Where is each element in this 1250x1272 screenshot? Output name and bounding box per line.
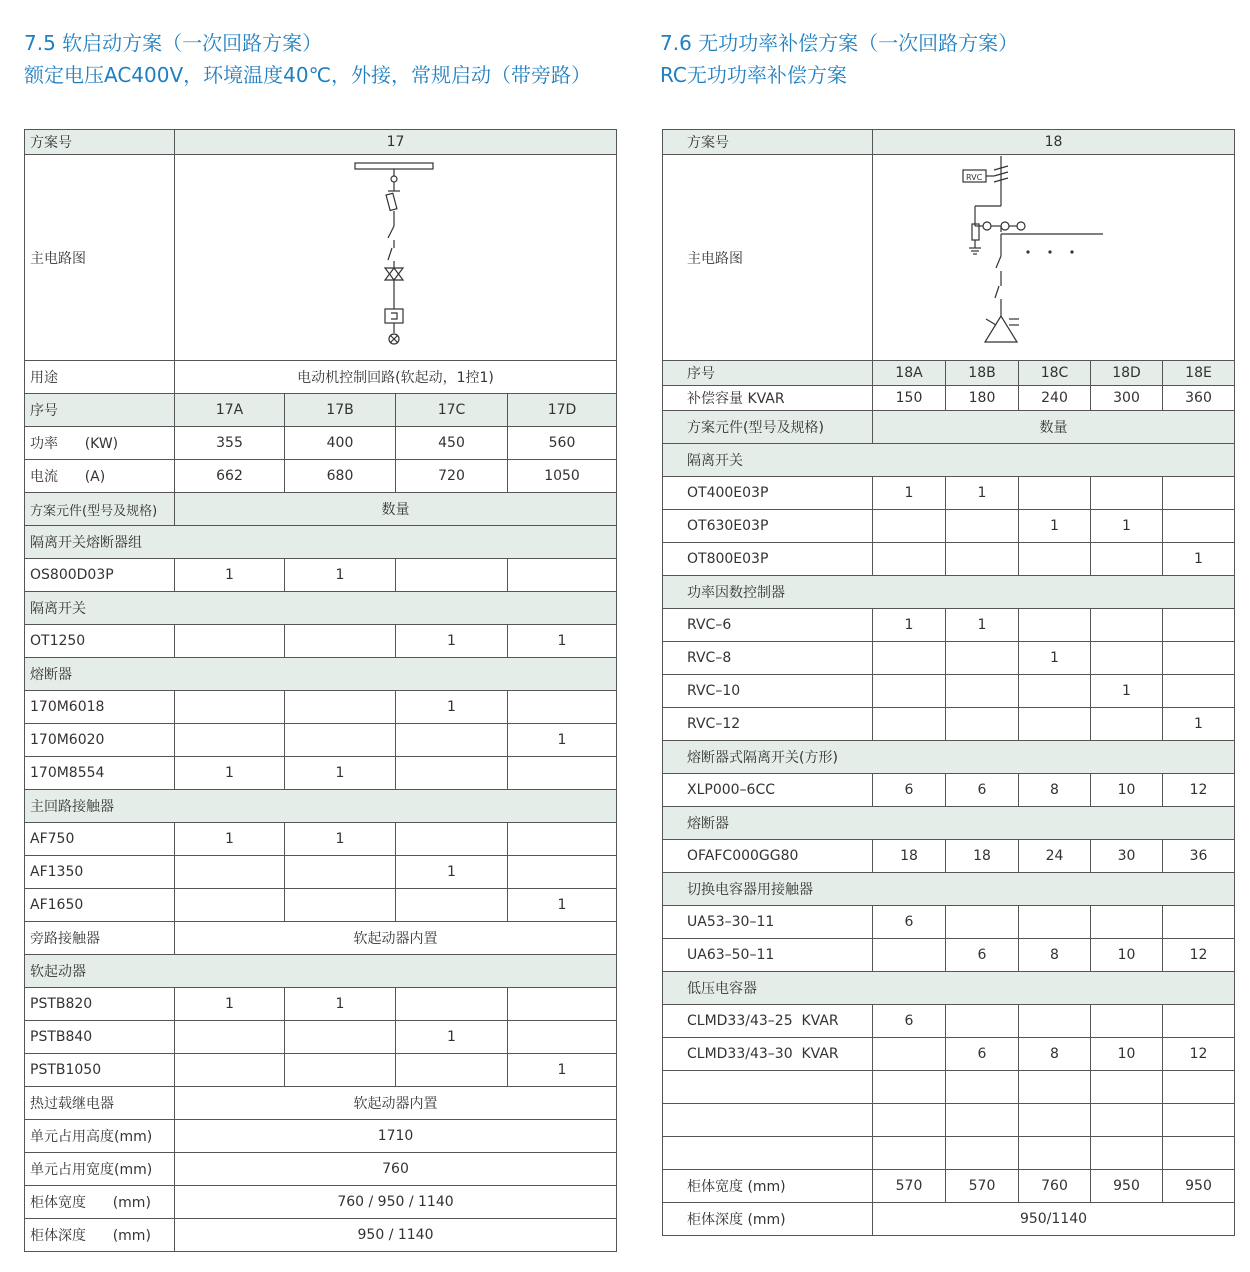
row-label: 隔离开关 <box>25 592 617 625</box>
row-cell: 1 <box>946 609 1019 642</box>
power-value: 450 <box>396 427 508 460</box>
table-row <box>663 939 1235 972</box>
row-label: 170M6018 <box>25 691 175 724</box>
scheme-label: 方案号 <box>663 130 873 155</box>
table-row <box>25 757 617 790</box>
table-row <box>25 1021 617 1054</box>
row-cell <box>285 889 396 922</box>
row-cell: 1 <box>285 823 396 856</box>
capacity-value: 360 <box>1163 386 1235 411</box>
row-cell: 1 <box>175 559 285 592</box>
row-cell <box>946 510 1019 543</box>
row-label: 柜体深度 (mm) <box>25 1219 175 1252</box>
row-cell <box>285 1021 396 1054</box>
row-cell <box>285 691 396 724</box>
row-cell <box>873 1071 946 1104</box>
row-cell <box>1019 906 1091 939</box>
row-cell: 8 <box>1019 774 1091 807</box>
row-cell <box>873 675 946 708</box>
row-cell: 18 <box>946 840 1019 873</box>
row-label: 单元占用宽度(mm) <box>25 1153 175 1186</box>
row-label: 柜体宽度 (mm) <box>25 1186 175 1219</box>
scheme-number: 17 <box>175 130 617 155</box>
row-label: OS800D03P <box>25 559 175 592</box>
row-cell: 1 <box>1091 675 1163 708</box>
row-cell: 1 <box>285 559 396 592</box>
row-label: CLMD33/43–30 KVAR <box>663 1038 873 1071</box>
row-cell: 760 <box>1019 1170 1091 1203</box>
seq-label: 序号 <box>25 394 175 427</box>
row-cell <box>946 675 1019 708</box>
table-row <box>663 675 1235 708</box>
row-label: OT400E03P <box>663 477 873 510</box>
col-header: 17C <box>396 394 508 427</box>
row-label: 170M6020 <box>25 724 175 757</box>
row-cell: 1 <box>1091 510 1163 543</box>
row-label: 热过载继电器 <box>25 1087 175 1120</box>
group-row <box>663 444 1235 477</box>
row-cell: 1 <box>873 609 946 642</box>
connector-icon <box>391 176 397 182</box>
seq-label: 序号 <box>663 361 873 386</box>
scheme-number: 18 <box>873 130 1235 155</box>
row-cell <box>1019 1137 1091 1170</box>
row-cell: 1 <box>508 724 617 757</box>
row-value: 950/1140 <box>873 1203 1235 1236</box>
row-cell <box>175 1054 285 1087</box>
row-cell: 1 <box>175 823 285 856</box>
row-cell <box>873 543 946 576</box>
table-row <box>663 1038 1235 1071</box>
row-cell: 6 <box>946 774 1019 807</box>
row-label: 隔离开关熔断器组 <box>25 526 617 559</box>
row-cell <box>1163 1005 1235 1038</box>
row-label: 柜体深度 (mm) <box>663 1203 873 1236</box>
component-label: 方案元件(型号及规格) <box>25 493 175 526</box>
row-cell <box>175 889 285 922</box>
table-row <box>25 625 617 658</box>
row-cell <box>1163 1137 1235 1170</box>
left-heading <box>24 28 591 92</box>
use-value: 电动机控制回路(软起动，1控1) <box>175 361 617 394</box>
row-value: 1710 <box>175 1120 617 1153</box>
table-row <box>663 840 1235 873</box>
current-transformer-icon <box>994 166 1008 182</box>
row-cell <box>175 724 285 757</box>
row-cell <box>508 856 617 889</box>
soft-start-circuit-diagram <box>175 156 615 360</box>
row-label: AF750 <box>25 823 175 856</box>
row-cell <box>1091 708 1163 741</box>
row-cell <box>1163 642 1235 675</box>
row-cell <box>1019 543 1091 576</box>
row-cell <box>1091 1104 1163 1137</box>
row-cell <box>396 1054 508 1087</box>
col-header: 18D <box>1091 361 1163 386</box>
left-subtitle: 额定电压AC400V，环境温度40℃，外接，常规启动（带旁路） <box>24 63 592 87</box>
quantity-label: 数量 <box>175 493 617 526</box>
row-cell: 6 <box>946 939 1019 972</box>
row-cell: 1 <box>285 757 396 790</box>
row-cell: 12 <box>1163 774 1235 807</box>
row-cell <box>946 906 1019 939</box>
table-row <box>663 543 1235 576</box>
table-row <box>25 559 617 592</box>
row-label: OT1250 <box>25 625 175 658</box>
switch-icon <box>388 226 394 238</box>
row-cell <box>1091 642 1163 675</box>
row-cell <box>873 1137 946 1170</box>
row-cell: 12 <box>1163 939 1235 972</box>
row-cell: 1 <box>396 856 508 889</box>
table-row <box>663 609 1235 642</box>
row-label: 隔离开关 <box>663 444 1235 477</box>
row-cell <box>1091 543 1163 576</box>
table-row <box>25 922 617 955</box>
group-row <box>25 955 617 988</box>
row-cell <box>396 823 508 856</box>
row-cell <box>1163 609 1235 642</box>
connector-icon <box>1001 222 1009 230</box>
right-heading <box>660 28 1018 92</box>
row-cell <box>1091 906 1163 939</box>
row-cell: 10 <box>1091 1038 1163 1071</box>
row-cell <box>946 543 1019 576</box>
row-value: 760 / 950 / 1140 <box>175 1186 617 1219</box>
row-label: 熔断器 <box>663 807 1235 840</box>
circuit-diagram-cell <box>873 155 1235 361</box>
row-cell <box>175 625 285 658</box>
row-cell: 1 <box>946 477 1019 510</box>
table-row <box>25 1087 617 1120</box>
row-cell: 8 <box>1019 1038 1091 1071</box>
soft-start-table <box>24 129 617 1252</box>
row-cell <box>1163 510 1235 543</box>
row-cell <box>1091 477 1163 510</box>
row-cell: 12 <box>1163 1038 1235 1071</box>
row-cell <box>396 559 508 592</box>
col-header: 18E <box>1163 361 1235 386</box>
row-cell <box>508 691 617 724</box>
row-cell <box>508 823 617 856</box>
use-label: 用途 <box>25 361 175 394</box>
row-label: OFAFC000GG80 <box>663 840 873 873</box>
col-header: 17A <box>175 394 285 427</box>
row-cell: 10 <box>1091 939 1163 972</box>
power-value: 400 <box>285 427 396 460</box>
row-label <box>663 1104 873 1137</box>
right-subtitle: RC无功功率补偿方案 <box>660 63 847 87</box>
row-label: 功率因数控制器 <box>663 576 1235 609</box>
row-label: 软起动器 <box>25 955 617 988</box>
table-row <box>25 1120 617 1153</box>
row-cell <box>1019 609 1091 642</box>
capacity-value: 300 <box>1091 386 1163 411</box>
row-label: PSTB840 <box>25 1021 175 1054</box>
capacity-label: 补偿容量 KVAR <box>663 386 873 411</box>
reactive-compensation-table <box>662 129 1235 1236</box>
row-cell <box>873 708 946 741</box>
table-row <box>663 1104 1235 1137</box>
soft-starter-icon <box>385 268 403 280</box>
row-cell <box>1019 675 1091 708</box>
group-row <box>25 592 617 625</box>
table-row <box>663 1071 1235 1104</box>
table-row <box>663 1170 1235 1203</box>
row-cell <box>873 939 946 972</box>
row-cell: 1 <box>1163 708 1235 741</box>
row-cell: 1 <box>873 477 946 510</box>
table-row <box>25 724 617 757</box>
row-cell <box>285 724 396 757</box>
component-label: 方案元件(型号及规格) <box>663 411 873 444</box>
left-title: 7.5 软启动方案（一次回路方案） <box>24 31 323 55</box>
switch-icon <box>996 256 1001 268</box>
busbar <box>355 163 433 169</box>
row-cell: 18 <box>873 840 946 873</box>
table-row <box>663 906 1235 939</box>
row-cell <box>1163 477 1235 510</box>
row-cell: 1 <box>1019 642 1091 675</box>
current-value: 1050 <box>508 460 617 493</box>
row-label: PSTB1050 <box>25 1054 175 1087</box>
row-cell <box>508 988 617 1021</box>
row-cell: 1 <box>396 1021 508 1054</box>
col-header: 17B <box>285 394 396 427</box>
row-label: XLP000–6CC <box>663 774 873 807</box>
row-label: OT800E03P <box>663 543 873 576</box>
row-cell <box>946 642 1019 675</box>
group-row <box>25 790 617 823</box>
table-row <box>25 1186 617 1219</box>
row-label: 柜体宽度 (mm) <box>663 1170 873 1203</box>
fuse-icon <box>386 193 397 210</box>
table-row <box>663 1137 1235 1170</box>
row-label: RVC–6 <box>663 609 873 642</box>
row-label: UA53–30–11 <box>663 906 873 939</box>
group-row <box>25 526 617 559</box>
connector-icon <box>983 222 991 230</box>
row-cell: 36 <box>1163 840 1235 873</box>
table-row <box>663 1203 1235 1236</box>
row-cell <box>873 510 946 543</box>
right-title: 7.6 无功功率补偿方案（一次回路方案） <box>660 31 1019 55</box>
row-cell: 570 <box>946 1170 1019 1203</box>
overload-relay-icon <box>385 309 403 323</box>
continuation-dot <box>1026 250 1029 253</box>
row-cell: 6 <box>873 1005 946 1038</box>
row-cell <box>175 1021 285 1054</box>
quantity-label: 数量 <box>873 411 1235 444</box>
group-row <box>663 807 1235 840</box>
continuation-dot <box>1048 250 1051 253</box>
row-cell <box>1091 1071 1163 1104</box>
row-cell <box>1163 675 1235 708</box>
table-row <box>663 1005 1235 1038</box>
row-label: OT630E03P <box>663 510 873 543</box>
scheme-label: 方案号 <box>25 130 175 155</box>
row-cell <box>1163 1104 1235 1137</box>
row-cell: 1 <box>508 1054 617 1087</box>
capacity-value: 240 <box>1019 386 1091 411</box>
row-value: 软起动器内置 <box>175 1087 617 1120</box>
row-cell <box>946 1137 1019 1170</box>
row-cell <box>946 708 1019 741</box>
row-cell <box>1019 708 1091 741</box>
row-cell: 1 <box>175 757 285 790</box>
col-header: 17D <box>508 394 617 427</box>
row-cell: 6 <box>873 774 946 807</box>
row-cell <box>1091 1137 1163 1170</box>
row-cell: 950 <box>1091 1170 1163 1203</box>
row-label: 旁路接触器 <box>25 922 175 955</box>
row-cell <box>1019 1005 1091 1038</box>
current-value: 680 <box>285 460 396 493</box>
row-cell <box>873 1104 946 1137</box>
table-row <box>25 1219 617 1252</box>
col-header: 18A <box>873 361 946 386</box>
group-row <box>663 741 1235 774</box>
col-header: 18B <box>946 361 1019 386</box>
row-label: 熔断器 <box>25 658 617 691</box>
table-row <box>663 774 1235 807</box>
row-label: 熔断器式隔离开关(方形) <box>663 741 1235 774</box>
table-row <box>25 889 617 922</box>
circuit-diagram-cell <box>175 155 617 361</box>
row-value: 950 / 1140 <box>175 1219 617 1252</box>
row-label: RVC–10 <box>663 675 873 708</box>
row-cell: 8 <box>1019 939 1091 972</box>
group-row <box>663 873 1235 906</box>
row-cell <box>873 1038 946 1071</box>
row-cell <box>396 889 508 922</box>
row-label: RVC–8 <box>663 642 873 675</box>
row-label: 低压电容器 <box>663 972 1235 1005</box>
table-row <box>25 1153 617 1186</box>
capacity-value: 150 <box>873 386 946 411</box>
row-value: 软起动器内置 <box>175 922 617 955</box>
table-row <box>25 823 617 856</box>
row-cell: 1 <box>508 625 617 658</box>
row-cell: 1 <box>285 988 396 1021</box>
row-cell <box>1163 1071 1235 1104</box>
row-cell <box>175 691 285 724</box>
compensation-circuit-diagram <box>873 156 1233 360</box>
table-row <box>25 1054 617 1087</box>
row-cell: 1 <box>1163 543 1235 576</box>
row-label: 170M8554 <box>25 757 175 790</box>
table-row <box>25 856 617 889</box>
connector-icon <box>1017 222 1025 230</box>
row-label: RVC–12 <box>663 708 873 741</box>
table-row <box>25 691 617 724</box>
power-value: 560 <box>508 427 617 460</box>
row-cell: 570 <box>873 1170 946 1203</box>
row-label <box>663 1071 873 1104</box>
row-cell <box>285 856 396 889</box>
row-cell <box>1091 609 1163 642</box>
row-value: 760 <box>175 1153 617 1186</box>
row-cell <box>946 1005 1019 1038</box>
row-cell <box>285 625 396 658</box>
row-cell <box>1091 1005 1163 1038</box>
table-row <box>663 510 1235 543</box>
row-cell <box>508 1021 617 1054</box>
row-cell <box>1163 906 1235 939</box>
group-row <box>663 972 1235 1005</box>
row-cell: 6 <box>873 906 946 939</box>
row-cell <box>508 757 617 790</box>
row-cell <box>1019 1104 1091 1137</box>
capacitor-bank-icon <box>985 316 1017 342</box>
row-cell <box>285 1054 396 1087</box>
row-label: UA63–50–11 <box>663 939 873 972</box>
row-cell <box>946 1071 1019 1104</box>
capacity-value: 180 <box>946 386 1019 411</box>
row-cell: 30 <box>1091 840 1163 873</box>
row-cell <box>946 1104 1019 1137</box>
row-label: 切换电容器用接触器 <box>663 873 1235 906</box>
col-header: 18C <box>1019 361 1091 386</box>
current-value: 662 <box>175 460 285 493</box>
row-cell: 1 <box>508 889 617 922</box>
row-cell: 6 <box>946 1038 1019 1071</box>
current-label: 电流 (A) <box>25 460 175 493</box>
table-row <box>25 988 617 1021</box>
power-label: 功率 (KW) <box>25 427 175 460</box>
table-row <box>663 708 1235 741</box>
row-cell <box>873 642 946 675</box>
row-cell: 1 <box>1019 510 1091 543</box>
row-cell: 10 <box>1091 774 1163 807</box>
row-label: AF1650 <box>25 889 175 922</box>
row-cell: 24 <box>1019 840 1091 873</box>
continuation-dot <box>1070 250 1073 253</box>
table-row <box>663 642 1235 675</box>
row-label <box>663 1137 873 1170</box>
row-label: PSTB820 <box>25 988 175 1021</box>
power-value: 355 <box>175 427 285 460</box>
row-cell <box>1019 477 1091 510</box>
row-cell <box>1019 1071 1091 1104</box>
row-label: 主回路接触器 <box>25 790 617 823</box>
row-cell <box>396 757 508 790</box>
row-cell <box>396 724 508 757</box>
current-value: 720 <box>396 460 508 493</box>
row-label: AF1350 <box>25 856 175 889</box>
row-cell: 1 <box>396 691 508 724</box>
circuit-label: 主电路图 <box>25 155 175 361</box>
row-cell: 950 <box>1163 1170 1235 1203</box>
row-cell <box>175 856 285 889</box>
row-label: CLMD33/43–25 KVAR <box>663 1005 873 1038</box>
table-row <box>663 477 1235 510</box>
circuit-label: 主电路图 <box>663 155 873 361</box>
row-cell <box>396 988 508 1021</box>
row-cell: 1 <box>175 988 285 1021</box>
row-cell <box>508 559 617 592</box>
group-row <box>25 658 617 691</box>
row-cell: 1 <box>396 625 508 658</box>
group-row <box>663 576 1235 609</box>
rvc-box-label: RVC <box>966 172 983 182</box>
row-label: 单元占用高度(mm) <box>25 1120 175 1153</box>
